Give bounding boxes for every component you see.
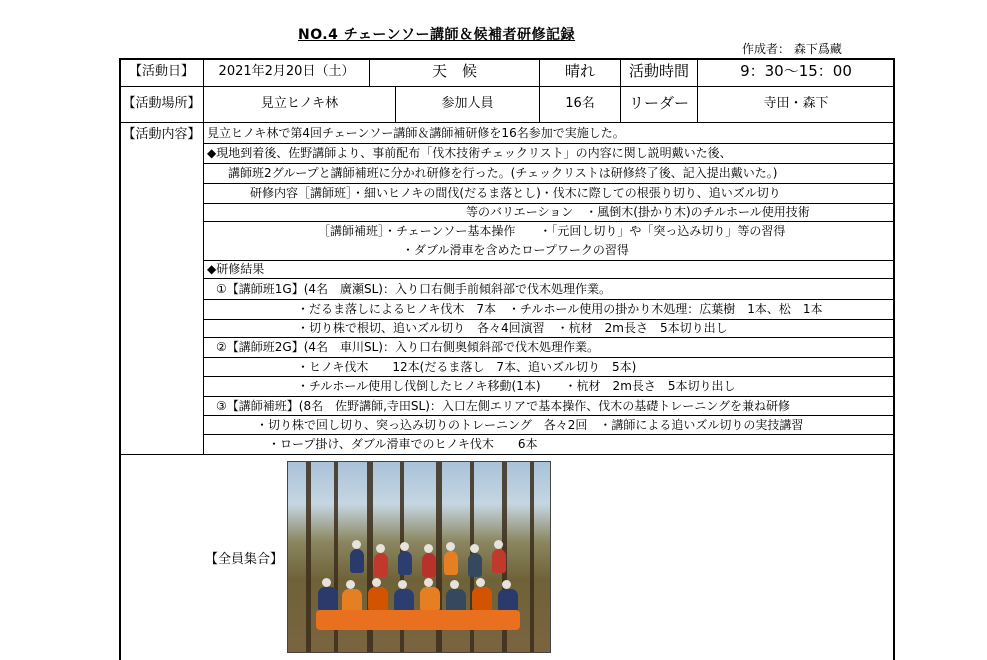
content-line: 研修内容［講師班］・細いヒノキの間伐(だるま落とし)・伐木に際しての根張り切り、追いズル切り [250,186,781,200]
date-value: 2021年2月20日（土） [218,64,355,79]
weather-value: 晴れ [564,62,595,80]
content-line: ①【講師班1G】(4名 廣瀬SL)：入り口右側手前傾斜部で伐木処理作業。 [216,282,611,296]
content-line: ・チルホール使用し伐倒したヒノキ移動(1本) ・杭材 2m長さ 5本切り出し [297,379,736,393]
content-line: 等のバリエーション ・風倒木(掛かり木)のチルホール使用技術 [466,205,810,219]
content-line: ［講師補班］・チェーンソー基本操作 ・「元回し切り」や「突っ込み切り」等の習得 [318,224,786,238]
document-title: NO.4 チェーンソー講師＆候補者研修記録 [298,27,576,43]
group-of-people [312,540,524,636]
content-line: ②【講師班2G】(4名 車川SL)：入り口右側奥傾斜部で伐木処理作業。 [216,340,599,354]
content-line: ◆現地到着後、佐野講師より、事前配布「伐木技術チェックリスト」の内容に関し説明戴いた後、 [207,146,732,160]
author-line: 作成者： 森下爲藏 [742,42,842,56]
content-line: ・切り株で根切、追いズル切り 各々4回演習 ・杭材 2m長さ 5本切り出し [297,321,728,335]
row-divider [119,122,895,123]
line-divider [203,278,895,279]
place-value: 見立ヒノキ林 [260,96,339,111]
leader-label: リーダー [628,94,689,112]
date-label: 【活動日】 [128,64,194,79]
row-divider [119,86,895,87]
content-line: ・ロープ掛け、ダブル滑車でのヒノキ伐木 6本 [268,437,538,451]
time-label: 活動時間 [628,62,689,80]
content-label: 【活動内容】 [122,127,201,142]
place-label: 【活動場所】 [122,96,201,111]
content-line: ◆研修結果 [207,262,265,276]
members-label: 参加人員 [441,96,494,111]
group-photo [287,461,551,653]
content-line: ・ヒノキ伐木 12本(だるま落し 7本、追いズル切り 5本) [297,360,637,374]
time-value: 9：30～15：00 [740,62,852,80]
column-divider [203,58,204,454]
content-line: 見立ヒノキ林で第4回チェーンソー講師＆講師補研修を16名参加で実施した。 [207,126,625,140]
content-line: ・だるま落しによるヒノキ伐木 7本 ・チルホール使用の掛かり木処理：広葉樹 1本、松 1本 [297,302,823,316]
leader-value: 寺田・森下 [763,96,829,111]
content-line: ・切り株で回し切り、突っ込み切りのトレーニング 各々2回 ・講師による追いズル切りの実技講習 [256,418,804,432]
content-line: 講師班2グループと講師補班に分かれ研修を行った。(チェックリストは研修終了後、記入提出戴いた。) [228,166,778,180]
content-line: ③【講師補班】(8名 佐野講師,寺田SL)：入口左側エリアで基本操作、伐木の基礎トレーニングを兼ね研修 [216,399,790,413]
weather-label: 天 候 [431,62,477,80]
line-divider [203,260,895,261]
members-value: 16名 [565,96,595,111]
photo-label: 【全員集合】 [205,552,284,567]
content-line: ・ダブル滑車を含めたロープワークの習得 [402,243,629,257]
row-divider [119,454,895,455]
